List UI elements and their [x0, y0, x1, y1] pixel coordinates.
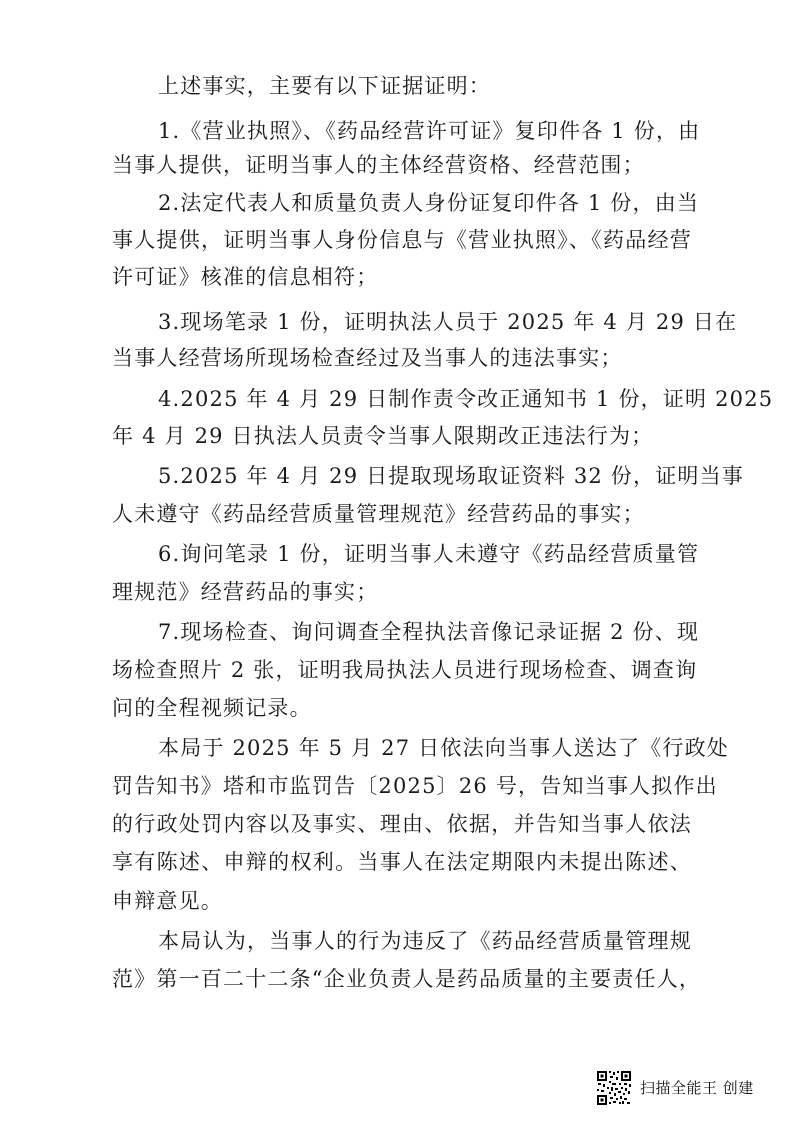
paragraph-line: 许可证》核准的信息相符； [112, 265, 379, 289]
scanner-watermark [596, 1070, 776, 1112]
paragraph-line: 2.法定代表人和质量负责人身份证复印件各 1 份，由当 [158, 191, 700, 215]
paragraph-line: 申辩意见。 [112, 889, 223, 913]
qr-code-icon [596, 1070, 632, 1106]
paragraph-line: 7.现场检查、询问调查全程执法音像记录证据 2 份、现 [158, 620, 700, 644]
paragraph-line: 年 4 月 29 日执法人员责令当事人限期改正违法行为； [112, 424, 654, 448]
paragraph-line: 问的全程视频记录。 [112, 696, 312, 720]
paragraph-line: 本局认为，当事人的行为违反了《药品经营质量管理规 [158, 929, 692, 953]
paragraph-line: 当事人提供，证明当事人的主体经营资格、经营范围； [112, 153, 645, 177]
paragraph-line: 享有陈述、申辩的权利。当事人在法定期限内未提出陈述、 [112, 850, 692, 874]
paragraph-line: 当事人经营场所现场检查经过及当事人的违法事实； [112, 346, 623, 370]
paragraph-line: 本局于 2025 年 5 月 27 日依法向当事人送达了《行政处 [158, 736, 729, 760]
paragraph-line: 的行政处罚内容以及事实、理由、依据，并告知当事人依法 [112, 812, 692, 836]
paragraph-line: 3.现场笔录 1 份，证明执法人员于 2025 年 4 月 29 日在 [158, 310, 738, 334]
paragraph-line: 人未遵守《药品经营质量管理规范》经营药品的事实； [112, 502, 645, 526]
paragraph-line: 理规范》经营药品的事实； [112, 580, 379, 604]
paragraph-line: 6.询问笔录 1 份，证明当事人未遵守《药品经营质量管 [158, 542, 700, 566]
scanner-watermark-text: 扫描全能王 创建 [640, 1079, 754, 1097]
paragraph-line: 上述事实，主要有以下证据证明： [158, 74, 491, 98]
paragraph-line: 范》第一百二十二条“企业负责人是药品质量的主要责任人， [112, 967, 702, 991]
paragraph-line: 场检查照片 2 张，证明我局执法人员进行现场检查、调查询 [112, 658, 698, 682]
paragraph-line: 罚告知书》塔和市监罚告〔2025〕26 号，告知当事人拟作出 [112, 774, 718, 798]
paragraph-line: 1.《营业执照》、《药品经营许可证》复印件各 1 份，由 [158, 119, 701, 143]
paragraph-line: 5.2025 年 4 月 29 日提取现场取证资料 32 份，证明当事 [158, 464, 745, 488]
paragraph-line: 4.2025 年 4 月 29 日制作责令改正通知书 1 份，证明 2025 [158, 387, 774, 411]
paragraph-line: 事人提供，证明当事人身份信息与《营业执照》、《药品经营 [112, 228, 692, 252]
